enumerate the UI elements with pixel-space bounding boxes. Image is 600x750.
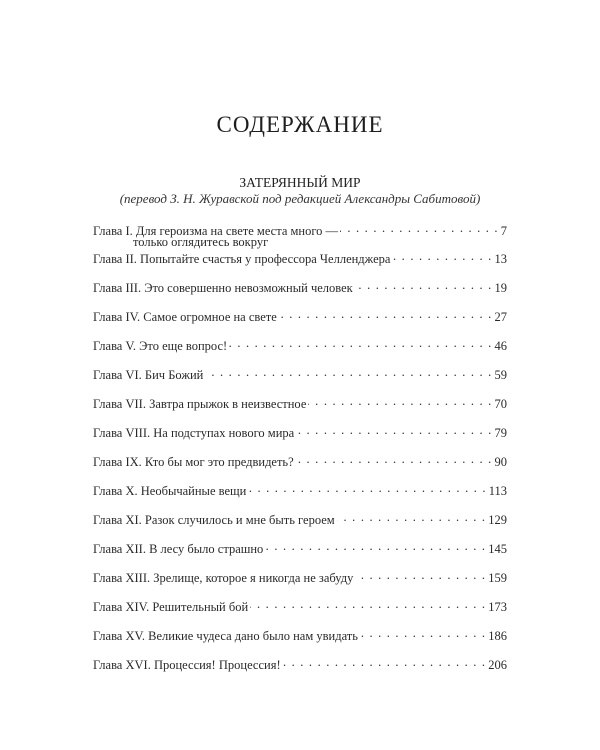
page-number: 70 xyxy=(494,397,507,411)
dot-leader xyxy=(229,336,492,350)
chapter-title: Глава X. Необычайные вещи xyxy=(93,484,247,498)
page-title: СОДЕРЖАНИЕ xyxy=(216,112,384,137)
chapter-title: Глава XVI. Процессия! Процессия! xyxy=(93,658,281,672)
toc-entry[interactable] xyxy=(93,365,507,394)
chapter-title: Глава XII. В лесу было страшно xyxy=(93,542,264,556)
toc-entry[interactable] xyxy=(93,307,507,336)
dot-leader xyxy=(340,221,499,235)
toc-entry[interactable] xyxy=(93,249,507,278)
section-subtitle: (перевод З. Н. Журавской под редакцией Александры Сабитовой) xyxy=(119,191,481,206)
toc-entry-row xyxy=(93,539,507,556)
toc-entry[interactable] xyxy=(93,481,507,510)
chapter-title: Глава XIV. Решительный бой xyxy=(93,600,249,614)
dot-leader xyxy=(360,626,486,640)
dot-leader xyxy=(279,307,493,321)
toc-entry-row xyxy=(93,510,507,527)
chapter-title-continuation: только оглядитесь вокруг xyxy=(133,235,269,249)
chapter-title: Глава IX. Кто бы мог это предвидеть? xyxy=(93,455,294,469)
table-of-contents xyxy=(93,221,507,684)
dot-leader xyxy=(205,365,492,379)
toc-entry-row xyxy=(93,394,507,411)
dot-leader xyxy=(355,568,486,582)
toc-entry-row xyxy=(93,249,507,266)
toc-entry-row xyxy=(93,568,507,585)
chapter-title: Глава III. Это совершенно невозможный человек xyxy=(93,281,353,295)
chapter-title: Глава XV. Великие чудеса дано было нам увидать xyxy=(93,629,358,643)
dot-leader xyxy=(296,452,493,466)
toc-entry[interactable] xyxy=(93,568,507,597)
dot-leader xyxy=(393,249,493,263)
page-number: 206 xyxy=(488,658,507,672)
dot-leader xyxy=(250,597,486,611)
page-number: 159 xyxy=(488,571,507,585)
page-number: 145 xyxy=(488,542,507,556)
page-number: 13 xyxy=(494,252,507,266)
page-number: 129 xyxy=(488,513,507,527)
toc-entry-row xyxy=(93,626,507,643)
toc-entry[interactable] xyxy=(93,336,507,365)
toc-entry-row xyxy=(93,452,507,469)
chapter-title: Глава VIII. На подступах нового мира xyxy=(93,426,295,440)
dot-leader xyxy=(296,423,492,437)
dot-leader xyxy=(355,278,493,292)
page-number: 173 xyxy=(488,600,507,614)
toc-entry[interactable] xyxy=(93,452,507,481)
section-heading: ЗАТЕРЯННЫЙ МИР xyxy=(239,175,361,190)
chapter-title: Глава XIII. Зрелище, которое я никогда не забуду xyxy=(93,571,354,585)
toc-entry-row xyxy=(93,481,507,498)
toc-entry[interactable] xyxy=(93,539,507,568)
toc-entry-row xyxy=(93,655,507,672)
page-number: 19 xyxy=(494,281,507,295)
toc-entry[interactable] xyxy=(93,221,507,249)
page-number: 186 xyxy=(488,629,507,643)
toc-entry[interactable] xyxy=(93,510,507,539)
chapter-title: Глава I. Для героизма на свете места много — xyxy=(93,224,339,238)
toc-entry-row xyxy=(93,336,507,353)
toc-entry[interactable] xyxy=(93,597,507,626)
page-number: 59 xyxy=(494,368,507,382)
chapter-title: Глава VI. Бич Божий xyxy=(93,368,204,382)
dot-leader xyxy=(283,655,487,669)
toc-entry[interactable] xyxy=(93,626,507,655)
page-number: 79 xyxy=(494,426,507,440)
toc-entry[interactable] xyxy=(93,394,507,423)
toc-entry-row xyxy=(93,597,507,614)
dot-leader xyxy=(337,510,487,524)
chapter-title: Глава V. Это еще вопрос! xyxy=(93,339,228,353)
toc-entry-row xyxy=(93,423,507,440)
toc-entry-row xyxy=(93,221,507,238)
toc-entry[interactable] xyxy=(93,278,507,307)
toc-entry[interactable] xyxy=(93,423,507,452)
page-number: 113 xyxy=(488,484,507,498)
toc-entry-row xyxy=(93,307,507,324)
chapter-title: Глава XI. Разок случилось и мне быть героем xyxy=(93,513,335,527)
page-number: 27 xyxy=(494,310,507,324)
chapter-title: Глава II. Попытайте счастья у профессора Челленджера xyxy=(93,252,391,266)
toc-entry-row xyxy=(93,365,507,382)
toc-entry-row xyxy=(93,278,507,295)
dot-leader xyxy=(248,481,486,495)
chapter-title: Глава IV. Самое огромное на свете xyxy=(93,310,277,324)
page-number: 46 xyxy=(494,339,507,353)
dot-leader xyxy=(308,394,492,408)
dot-leader xyxy=(265,539,486,553)
chapter-title: Глава VII. Завтра прыжок в неизвестное xyxy=(93,397,307,411)
page-number: 7 xyxy=(500,224,507,238)
page-number: 90 xyxy=(494,455,507,469)
toc-entry[interactable] xyxy=(93,655,507,684)
